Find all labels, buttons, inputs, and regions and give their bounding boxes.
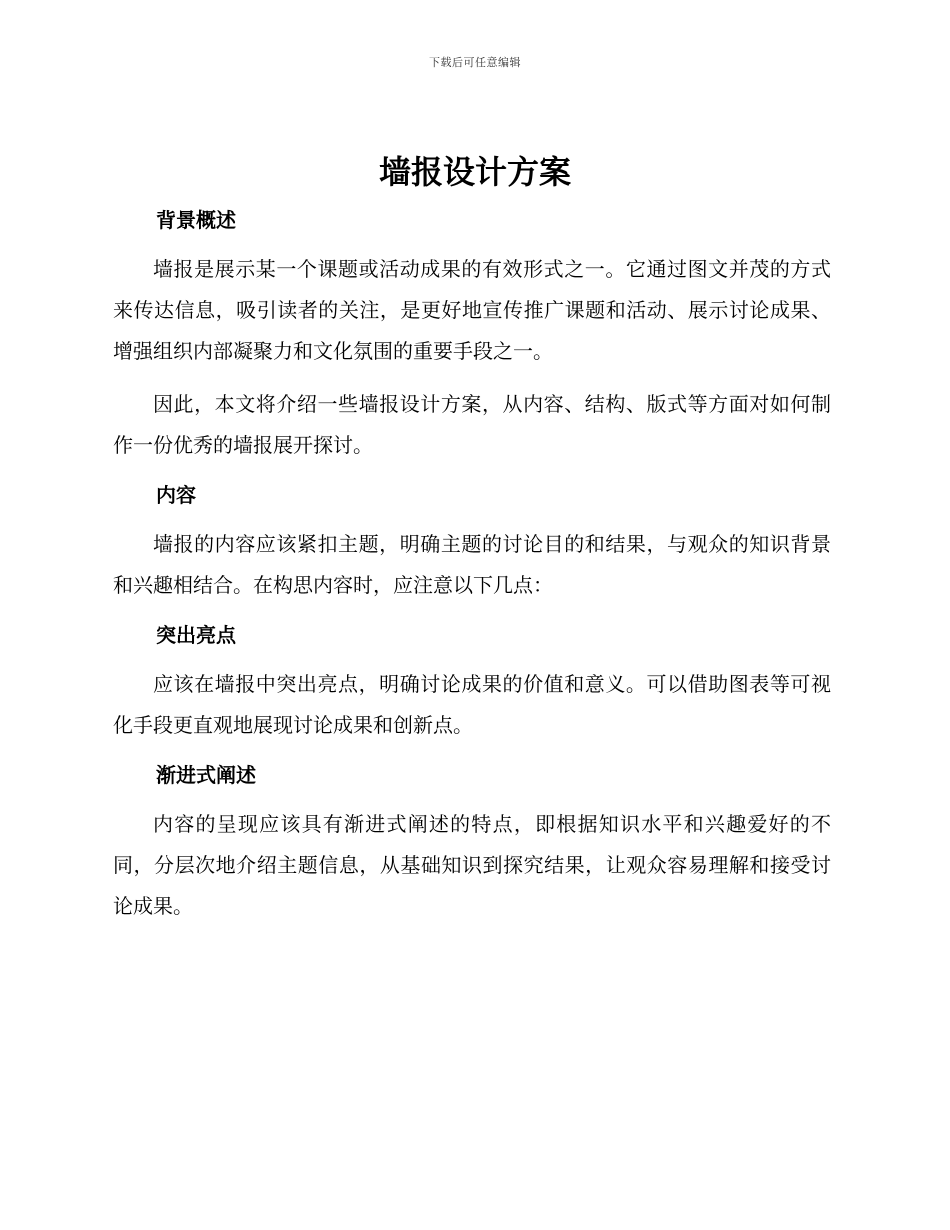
paragraph: 应该在墙报中突出亮点，明确讨论成果的价值和意义。可以借助图表等可视化手段更直观地展现讨论成果和创新点。 (113, 672, 831, 737)
section-heading: 突出亮点 (156, 623, 236, 647)
section-content (113, 478, 831, 606)
document-body (113, 203, 831, 939)
paragraph: 因此，本文将介绍一些墙报设计方案，从内容、结构、版式等方面对如何制作一份优秀的墙报展开探讨。 (113, 392, 831, 457)
page-header-note: 下载后可任意编辑 (429, 56, 521, 69)
paragraph: 墙报是展示某一个课题或活动成果的有效形式之一。它通过图文并茂的方式来传达信息，吸引读者的关注，是更好地宣传推广课题和活动、展示讨论成果、增强组织内部凝聚力和文化氛围的重要手段之一。 (113, 257, 831, 363)
paragraph: 内容的呈现应该具有渐进式阐述的特点，即根据知识水平和兴趣爱好的不同，分层次地介绍主题信息，从基础知识到探究结果，让观众容易理解和接受讨论成果。 (113, 812, 831, 918)
section-heading: 背景概述 (156, 208, 236, 232)
paragraph: 墙报的内容应该紧扣主题，明确主题的讨论目的和结果，与观众的知识背景和兴趣相结合。在构思内容时，应注意以下几点： (113, 532, 831, 597)
document-title: 墙报设计方案 (378, 153, 571, 191)
section-heading: 内容 (156, 483, 196, 507)
section-background (113, 203, 831, 466)
section-heading: 渐进式阐述 (156, 763, 256, 787)
section-highlights (113, 618, 831, 746)
section-progressive (113, 758, 831, 927)
